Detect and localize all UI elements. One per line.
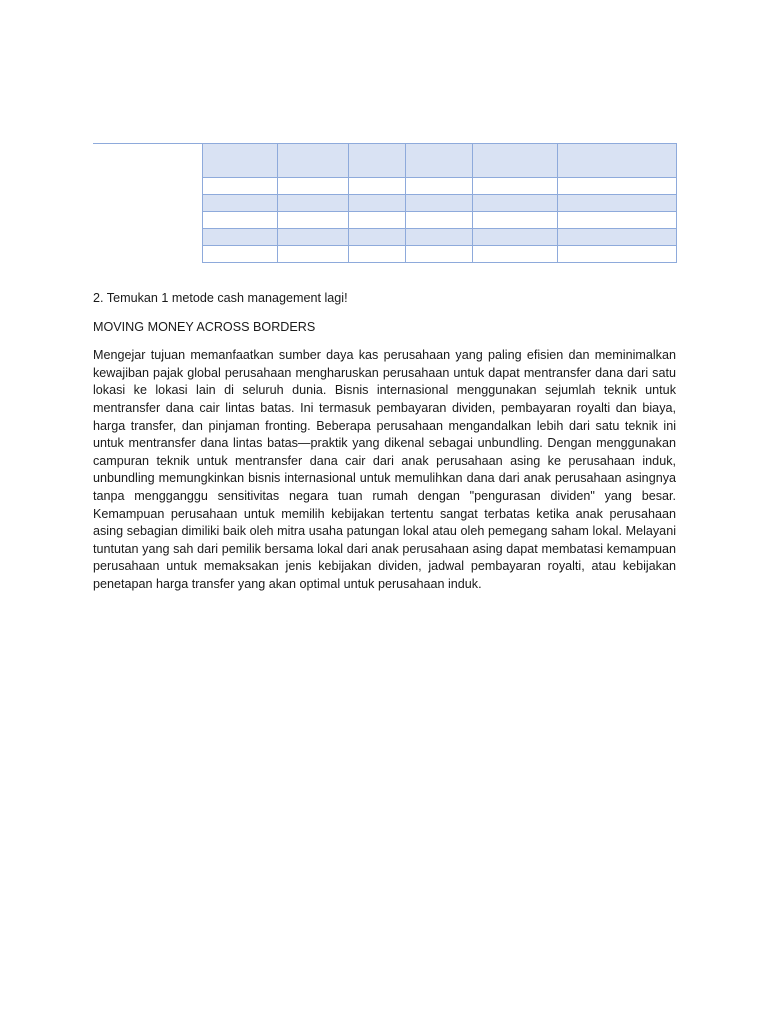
table-cell — [406, 212, 473, 229]
table-cell — [406, 195, 473, 212]
table-cell — [558, 178, 677, 195]
table-cell — [278, 195, 349, 212]
table-cell — [349, 195, 406, 212]
section-title: MOVING MONEY ACROSS BORDERS — [93, 319, 316, 334]
empty-table — [202, 143, 677, 263]
body-paragraph: Mengejar tujuan memanfaatkan sumber daya kas perusahaan yang paling efisien dan meminimalkan kewajiban pajak global perusahaan mengharuskan perusahaan untuk dapat mentransfer dana dari satu lokasi ke lokasi lain di seluruh dunia. Bisnis internasional menggunakan sejumlah teknik untuk mentransfer dana cair lintas batas. Ini termasuk pembayaran dividen, pembayaran royalti dan biaya, harga transfer, dan pinjaman fronting. Beberapa perusahaan mengandalkan lebih dari satu teknik ini untuk mentransfer dana lintas batas—praktik yang dikenal sebagai unbundling. Dengan menggunakan campuran teknik untuk mentransfer dana cair dari anak perusahaan asing ke perusahaan induk, unbundling memungkinkan bisnis internasional untuk memulihkan dana dari anak perusahaan asingnya tanpa mengganggu sensitivitas negara tuan rumah dengan "pengurasan dividen" yang besar. Kemampuan perusahaan untuk memilih kebijakan tertentu sangat terbatas ketika anak perusahaan asing sebagian dimiliki baik oleh mitra usaha patungan lokal atau oleh pemegang saham lokal. Melayani tuntutan yang sah dari pemilik bersama lokal dari anak perusahaan asing dapat membatasi kemampuan perusahaan untuk memaksakan jenis kebijakan dividen, jadwal pembayaran royalti, atau kebijakan penetapan harga transfer yang akan optimal untuk perusahaan induk. — [93, 348, 676, 591]
table-row — [203, 178, 677, 195]
table-cell — [203, 212, 278, 229]
table-cell — [473, 246, 558, 263]
table-cell — [558, 144, 677, 178]
document-text — [93, 290, 676, 594]
table-cell — [278, 229, 349, 246]
table-cell — [406, 246, 473, 263]
table-cell — [349, 229, 406, 246]
table-cell — [203, 195, 278, 212]
table-cell — [406, 178, 473, 195]
empty-table-region — [93, 143, 676, 266]
question-line: 2. Temukan 1 metode cash management lagi! — [93, 291, 348, 305]
table-row — [203, 246, 677, 263]
table-cell — [406, 229, 473, 246]
table-cell — [278, 212, 349, 229]
table-cell — [349, 246, 406, 263]
table-cell — [558, 229, 677, 246]
table-cell — [473, 195, 558, 212]
table-cell — [349, 144, 406, 178]
table-cell — [473, 229, 558, 246]
table-cell — [558, 246, 677, 263]
table-row — [203, 212, 677, 229]
table-cell — [473, 144, 558, 178]
table-cell — [203, 144, 278, 178]
table-cell — [203, 229, 278, 246]
table-header-row — [203, 144, 677, 178]
table-cell — [278, 246, 349, 263]
table-row — [203, 195, 677, 212]
table-cell — [558, 195, 677, 212]
table-cell — [203, 178, 278, 195]
table-cell — [278, 144, 349, 178]
table-cell — [558, 212, 677, 229]
table-cell — [473, 178, 558, 195]
table-cell — [349, 212, 406, 229]
table-cell — [278, 178, 349, 195]
table-row — [203, 229, 677, 246]
table-leading-rule — [93, 143, 202, 144]
table-cell — [406, 144, 473, 178]
table-cell — [473, 212, 558, 229]
table-cell — [203, 246, 278, 263]
table-cell — [349, 178, 406, 195]
